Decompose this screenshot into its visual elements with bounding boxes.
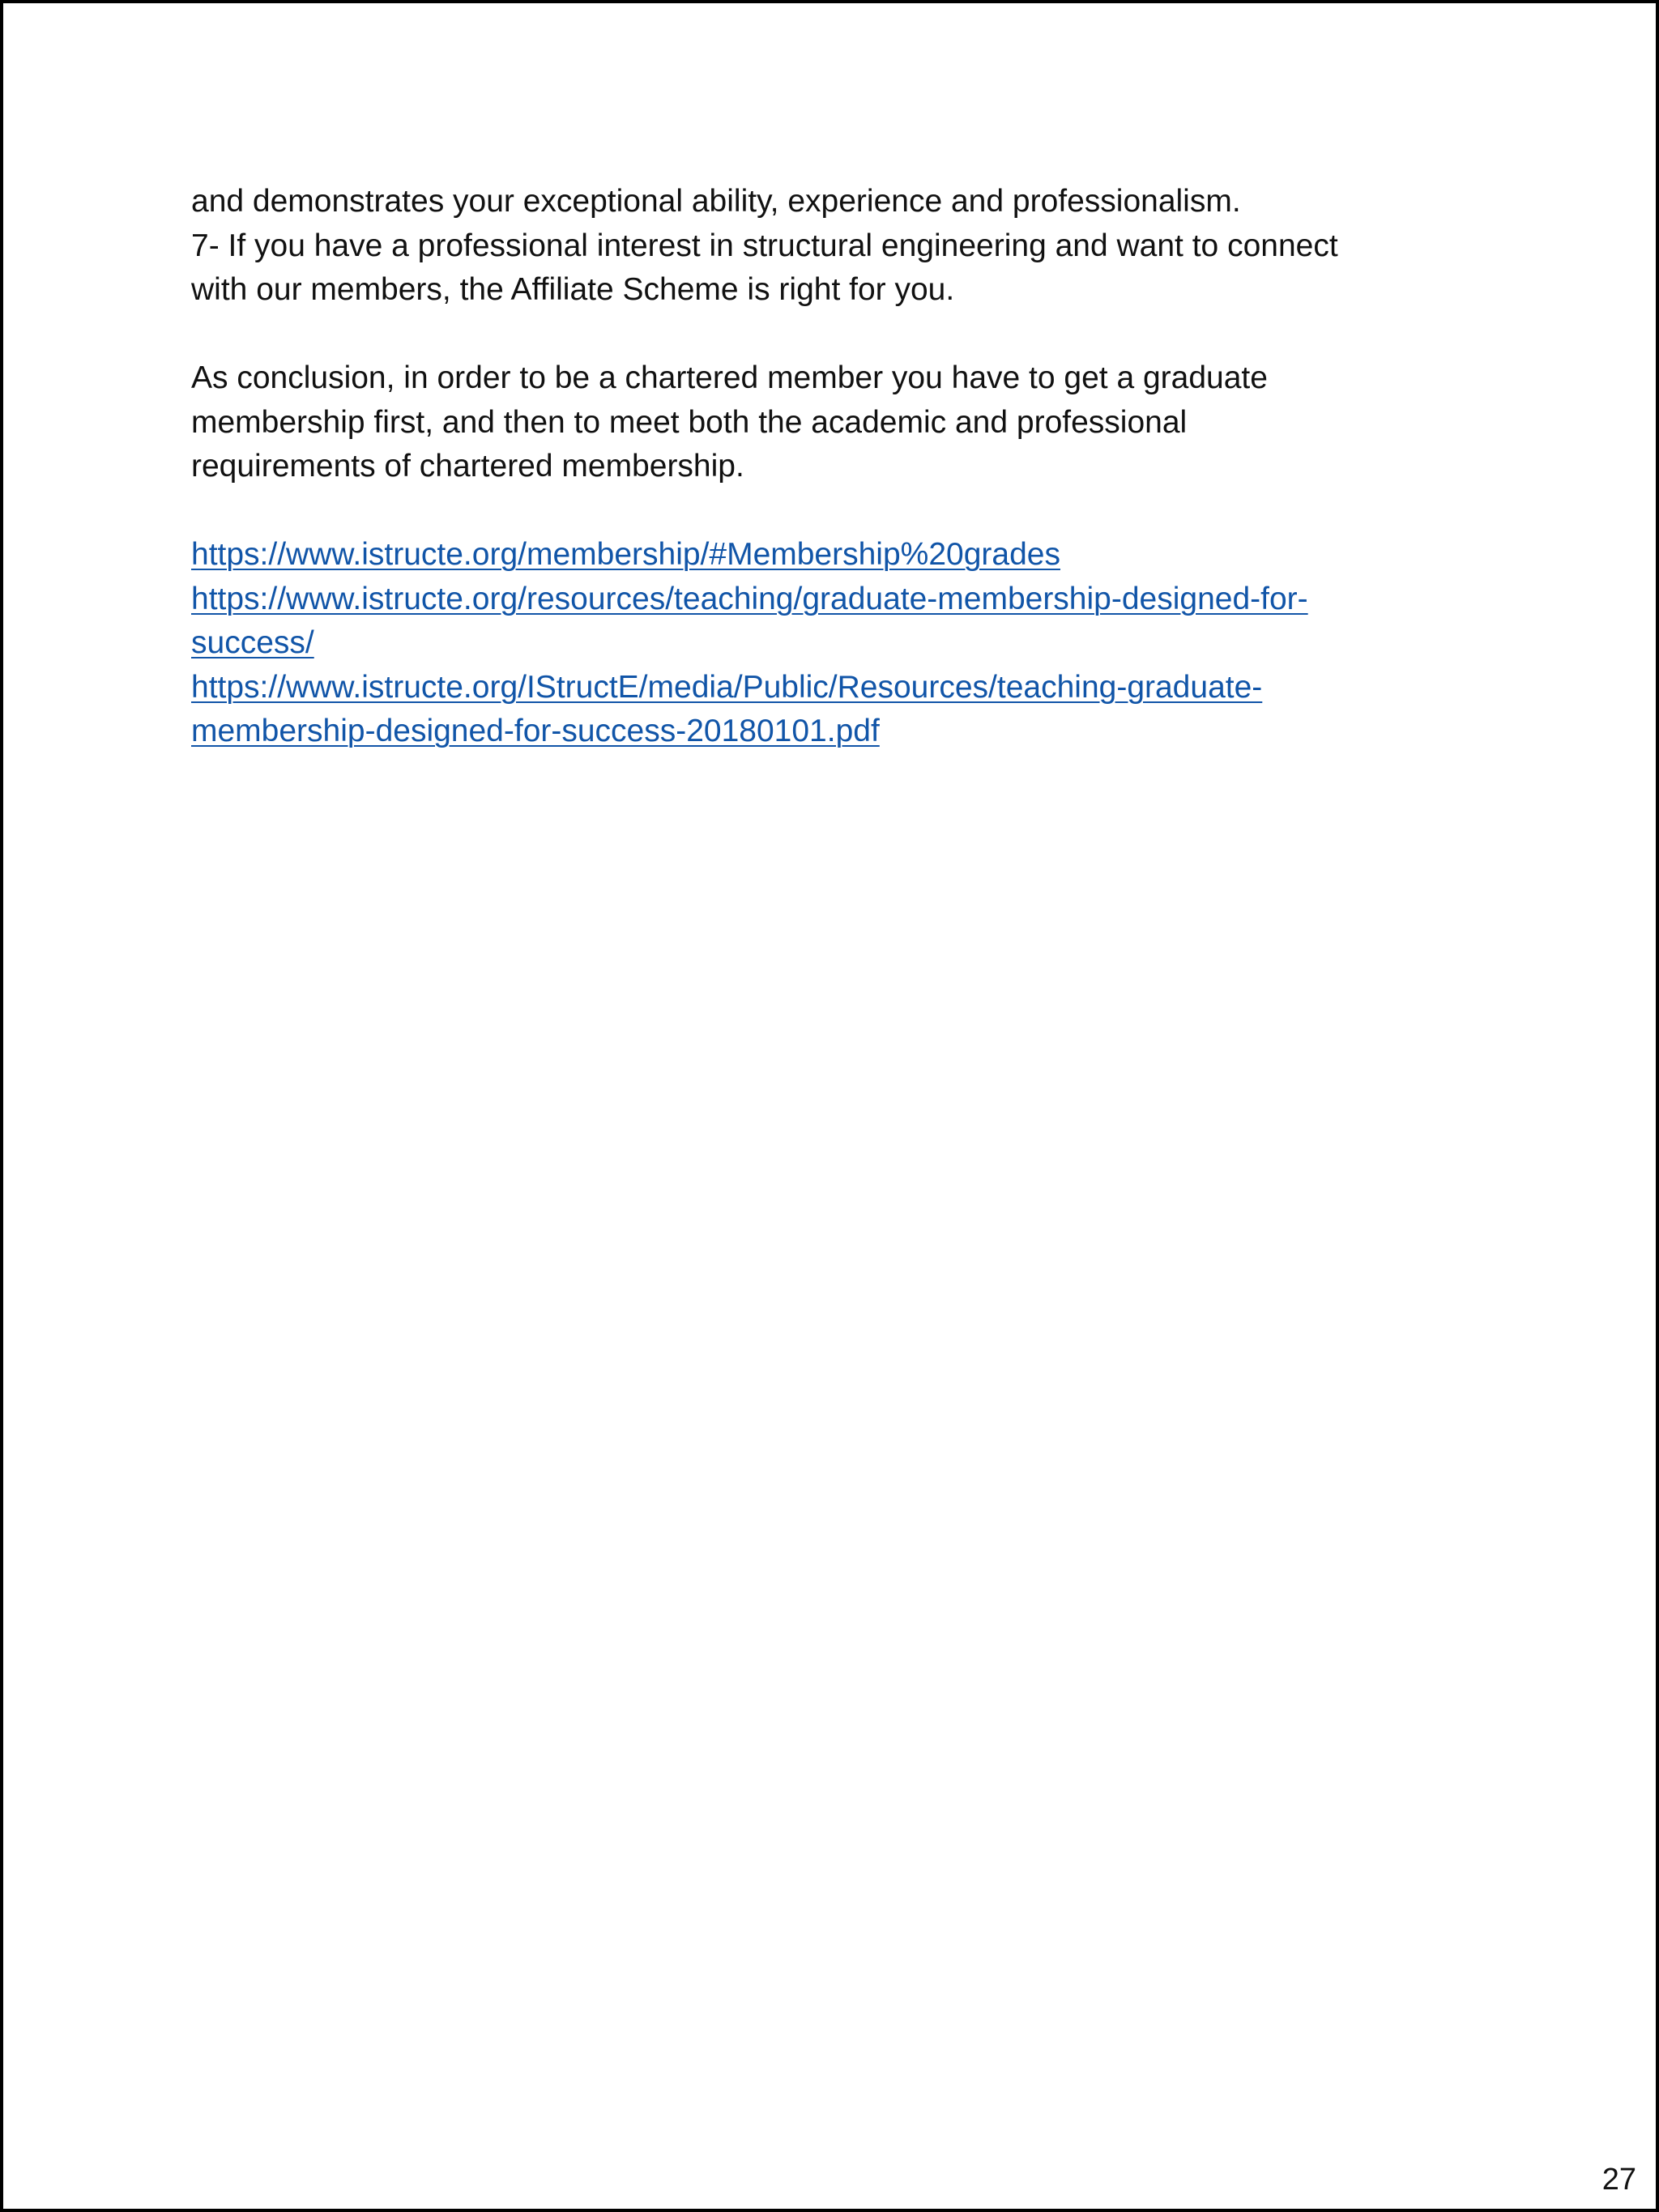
reference-links xyxy=(191,533,1487,754)
text-line: 7- If you have a professional interest in structural engineering and want to connect xyxy=(191,228,1338,263)
link-membership-grades[interactable]: https://www.istructe.org/membership/#Membership%20grades xyxy=(191,537,1060,572)
text-line: and demonstrates your exceptional ability, experience and professionalism. xyxy=(191,184,1241,219)
paragraph-conclusion xyxy=(191,356,1487,489)
link-graduate-membership-pdf-continued[interactable]: membership-designed-for-success-20180101.pdf xyxy=(191,714,880,748)
text-line: As conclusion, in order to be a chartered member you have to get a graduate xyxy=(191,360,1268,395)
link-graduate-membership-pdf[interactable]: https://www.istructe.org/IStructE/media/Public/Resources/teaching-graduate- xyxy=(191,669,1263,705)
text-line: with our members, the Affiliate Scheme is right for you. xyxy=(191,272,955,307)
text-line: membership first, and then to meet both the academic and professional xyxy=(191,404,1188,440)
link-graduate-membership-continued[interactable]: success/ xyxy=(191,625,314,660)
paragraph-spacer xyxy=(191,489,1487,534)
page-content xyxy=(191,180,1487,754)
paragraph-membership-notes xyxy=(191,180,1487,313)
link-graduate-membership[interactable]: https://www.istructe.org/resources/teaching/graduate-membership-designed-for- xyxy=(191,581,1308,616)
text-line: requirements of chartered membership. xyxy=(191,449,744,484)
paragraph-spacer xyxy=(191,313,1487,357)
page-number: 27 xyxy=(1601,2163,1636,2197)
